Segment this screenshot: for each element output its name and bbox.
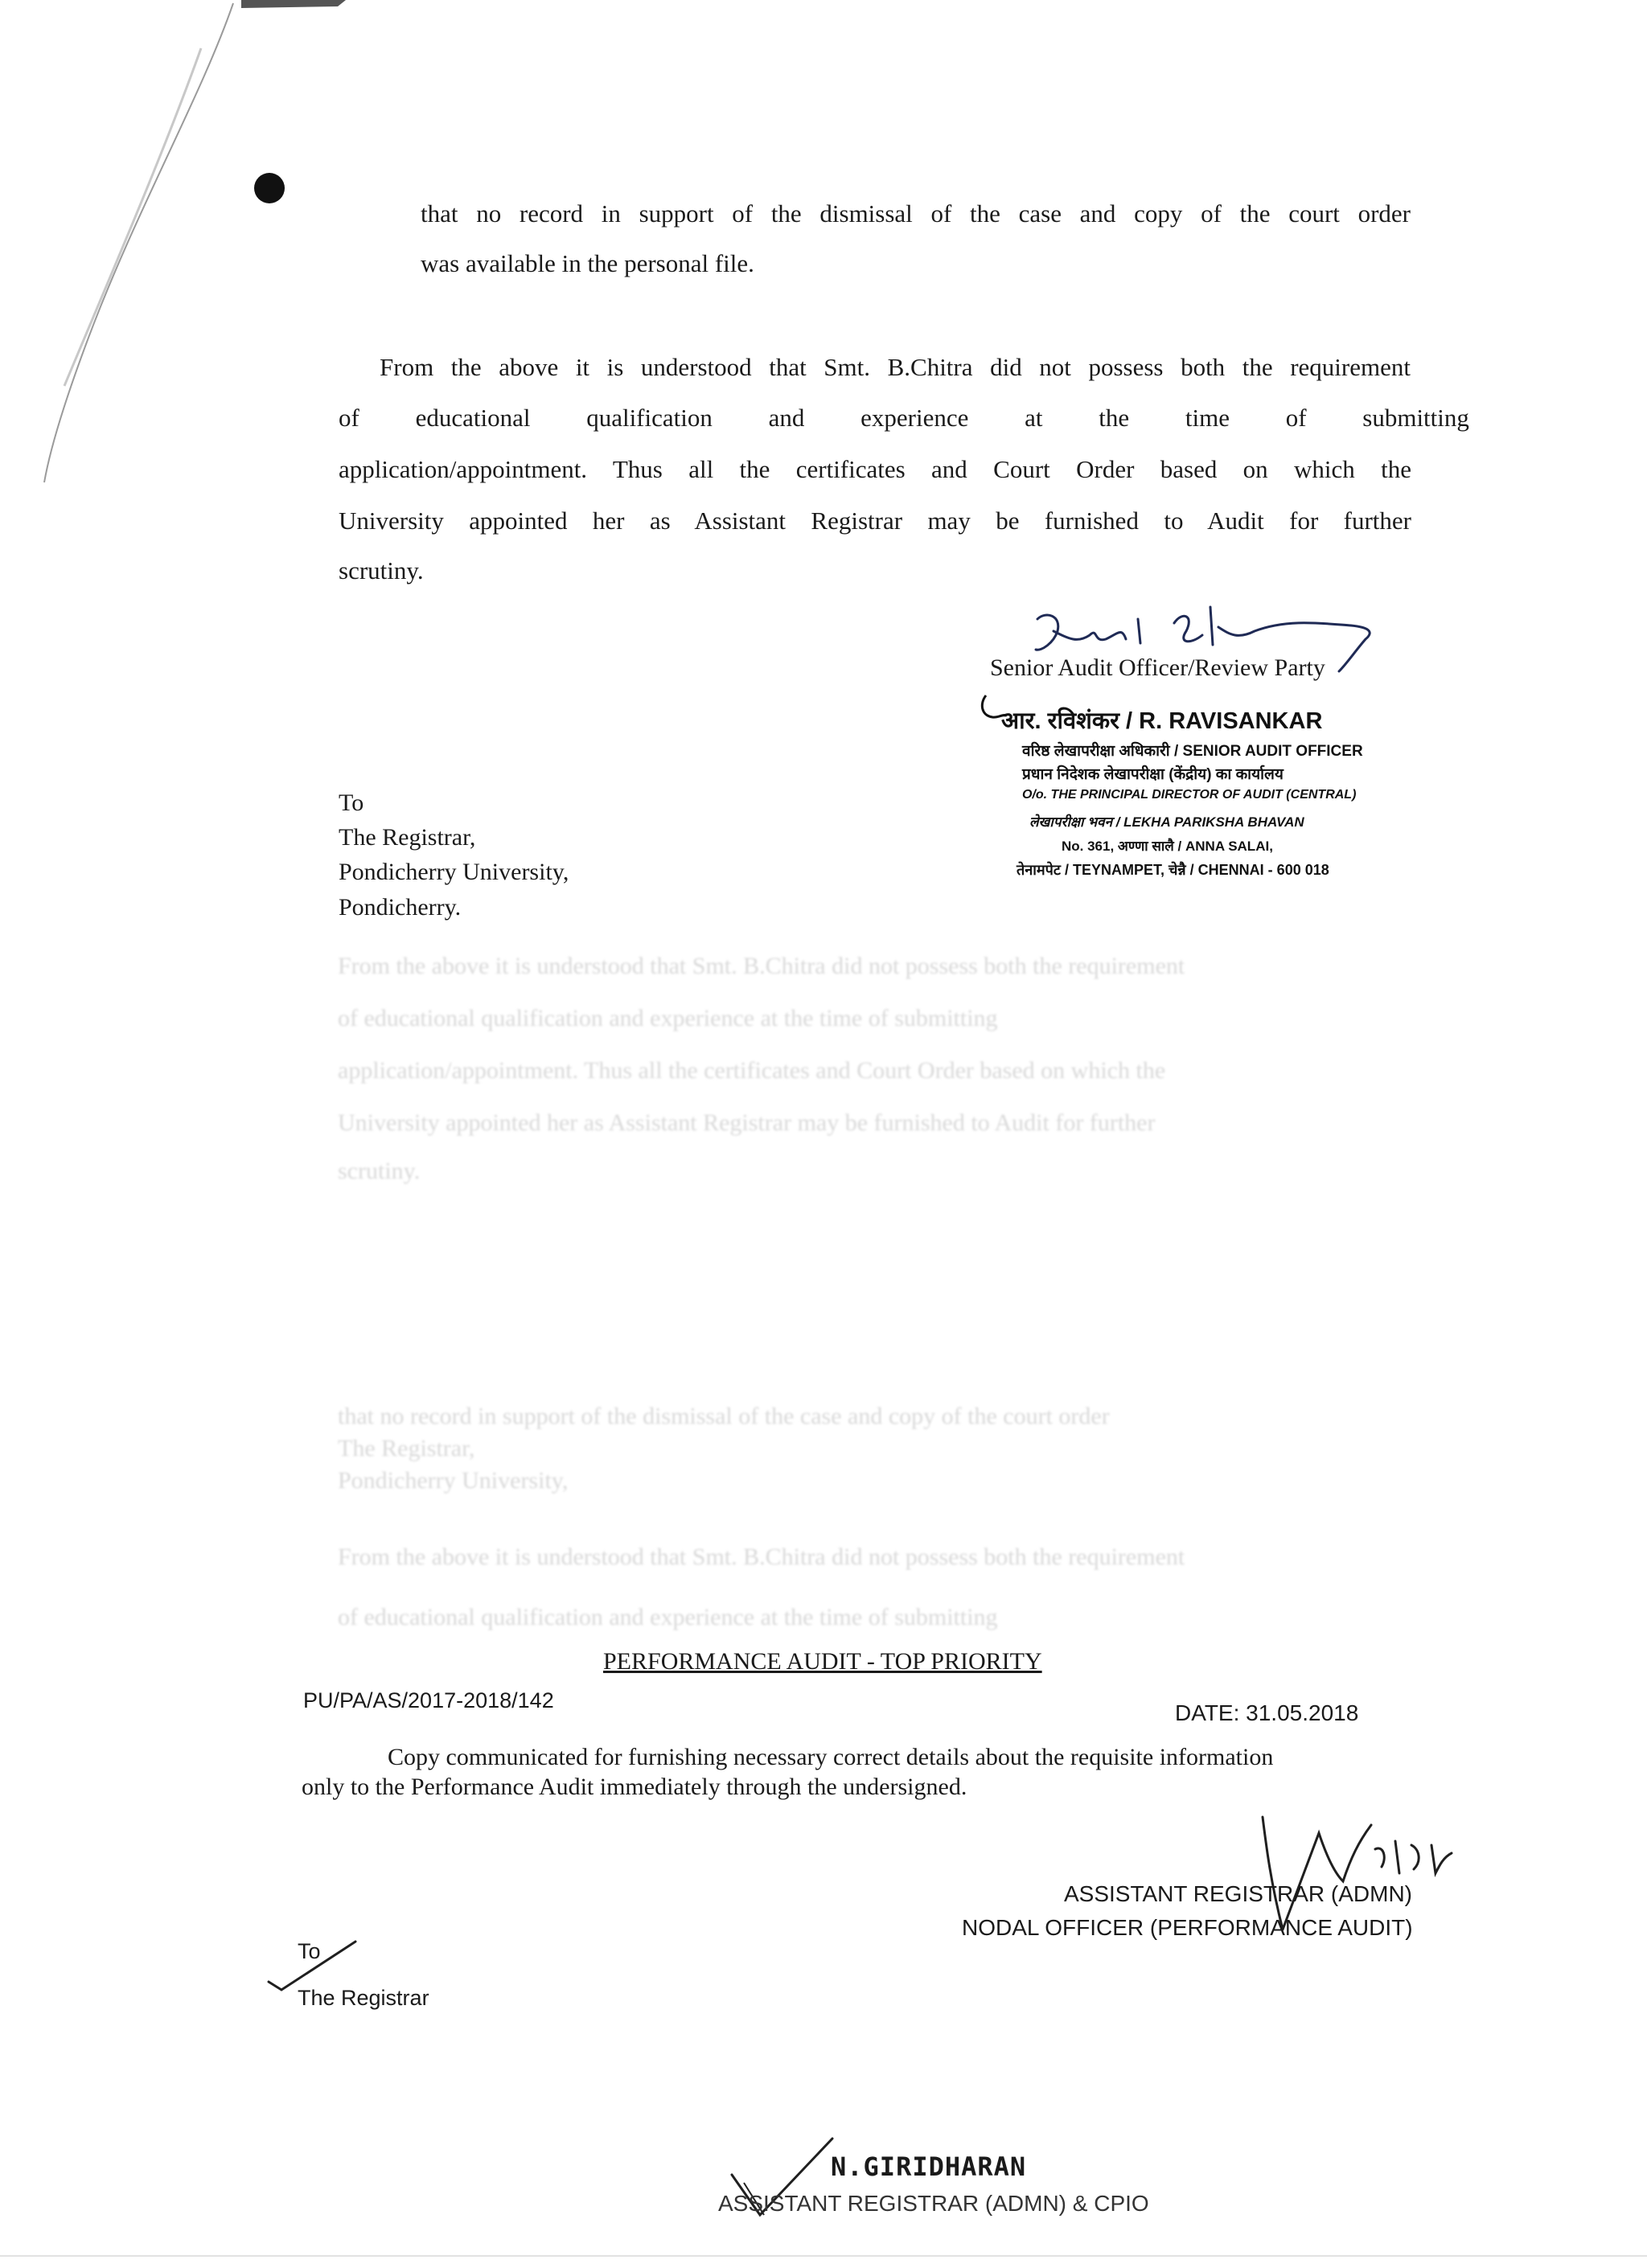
document-page: From the above it is understood that Smt. B.Chitra did not possess both the requirement of educational qualification and experience at the time of submitting application/appointment. Thus all the certificates and Court Order based on which the University appointed her as Assistant Registrar may be furnished to Audit for further scrutiny. that no record in support of the dismissal of the case and copy of the court order The Registrar, Pondicherry University, From the above it is understood that Smt. B.Chitra did not possess both the requirement of educational qualification and experience at the time of submitting that no record in support of the dismissal of the case and copy of the court order was available in the personal file. From the above it is understood that Smt. B.Chitra did not possess both the requirement of educational qualification and experience at the time of submitting application/appointment. Thus all the certificates and Court Order based on which the University appointed her as Assistant Registrar may be furnished to Audit for further scrutiny. Senior Audit Officer/Review Party आर. रविशंकर / R. RAVISANKAR वरिष्ठ लेखापरीक्षा अधिकारी / SENIOR AUDIT OFFICER प्रधान निदेशक लेखापरीक्षा (केंद्रीय) का कार्यालय O/o. THE PRINCIPAL DIRECTOR OF AUDIT (CENTRAL) लेखापरीक्षा भवन / LEKHA PARIKSHA BHAVAN No. 361, अण्णा सालै / ANNA SALAI, तेनामपेट / TEYNAMPET, चेन्नै / CHENNAI - 600 018 To The Registrar, Pondicherry University, Pondicherry. PERFORMANCE AUDIT - TOP PRIORITY PU/PA/AS/2017-2018/142 DATE: 31.05.2018 Copy communicated for furnishing necessary correct details about the requisite information only to the Performance Audit immediately through the undersigned. ASSISTANT REGISTRAR (ADMN) NODAL OFFICER (PERFORMANCE AUDIT) To The Registrar N.GIRIDHARAN ASSISTANT REGISTRAR (ADMN) & CPIO [0, 0, 1647, 2268]
text-line: application/appointment. Thus all the certificates and Court Order based on which the [339, 455, 1411, 483]
forward-to-line: To [298, 1939, 321, 1963]
signatory-title: ASSISTANT REGISTRAR (ADMN) [1064, 1881, 1413, 1906]
text-line: scrutiny. [339, 556, 424, 584]
stamp-line: तेनामपेट / TEYNAMPET, चेन्नै / CHENNAI - 600 018 [1017, 862, 1329, 878]
signoff-title: Senior Audit Officer/Review Party [990, 654, 1325, 681]
stamp-line: प्रधान निदेशक लेखापरीक्षा (केंद्रीय) का कार्यालय [1022, 766, 1284, 783]
stamp-line: No. 361, अण्णा सालै / ANNA SALAI, [1062, 839, 1273, 854]
stamp-line-name: आर. रविशंकर / R. RAVISANKAR [1001, 708, 1323, 734]
to-line: The Registrar, [339, 824, 476, 851]
document-date: DATE: 31.05.2018 [1175, 1700, 1359, 1725]
punch-hole [254, 173, 285, 203]
signatory-role: NODAL OFFICER (PERFORMANCE AUDIT) [962, 1915, 1413, 1940]
to-line: Pondicherry University, [339, 859, 569, 885]
forward-to-registrar: The Registrar [298, 1986, 429, 2010]
text-line: University appointed her as Assistant Registrar may be furnished to Audit for further [339, 507, 1411, 535]
to-line: Pondicherry. [339, 894, 462, 921]
footer-name: N.GIRIDHARAN [831, 2151, 1027, 2182]
stamp-line: लेखापरीक्षा भवन / LEKHA PARIKSHA BHAVAN [1029, 814, 1304, 830]
stamp-line: O/o. THE PRINCIPAL DIRECTOR OF AUDIT (CENTRAL) [1022, 788, 1357, 802]
text-line: only to the Performance Audit immediately through the undersigned. [302, 1774, 967, 1800]
text-line: From the above it is understood that Smt. B.Chitra did not possess both the requirement [380, 353, 1411, 381]
footer-tick-icon [728, 2135, 840, 2231]
stamp-line: वरिष्ठ लेखापरीक्षा अधिकारी / SENIOR AUDIT OFFICER [1022, 743, 1363, 760]
text-line: of educational qualification and experience at the time of submitting [339, 404, 1469, 432]
text-line: Copy communicated for furnishing necessary correct details about the requisite information [388, 1744, 1274, 1770]
text-line: that no record in support of the dismissal of the case and copy of the court order [421, 199, 1411, 228]
reference-number: PU/PA/AS/2017-2018/142 [303, 1688, 554, 1712]
text-line: was available in the personal file. [421, 249, 754, 277]
priority-heading: PERFORMANCE AUDIT - TOP PRIORITY [603, 1648, 1042, 1675]
to-line: To [339, 789, 364, 816]
footer-title: ASSISTANT REGISTRAR (ADMN) & CPIO [718, 2191, 1149, 2216]
